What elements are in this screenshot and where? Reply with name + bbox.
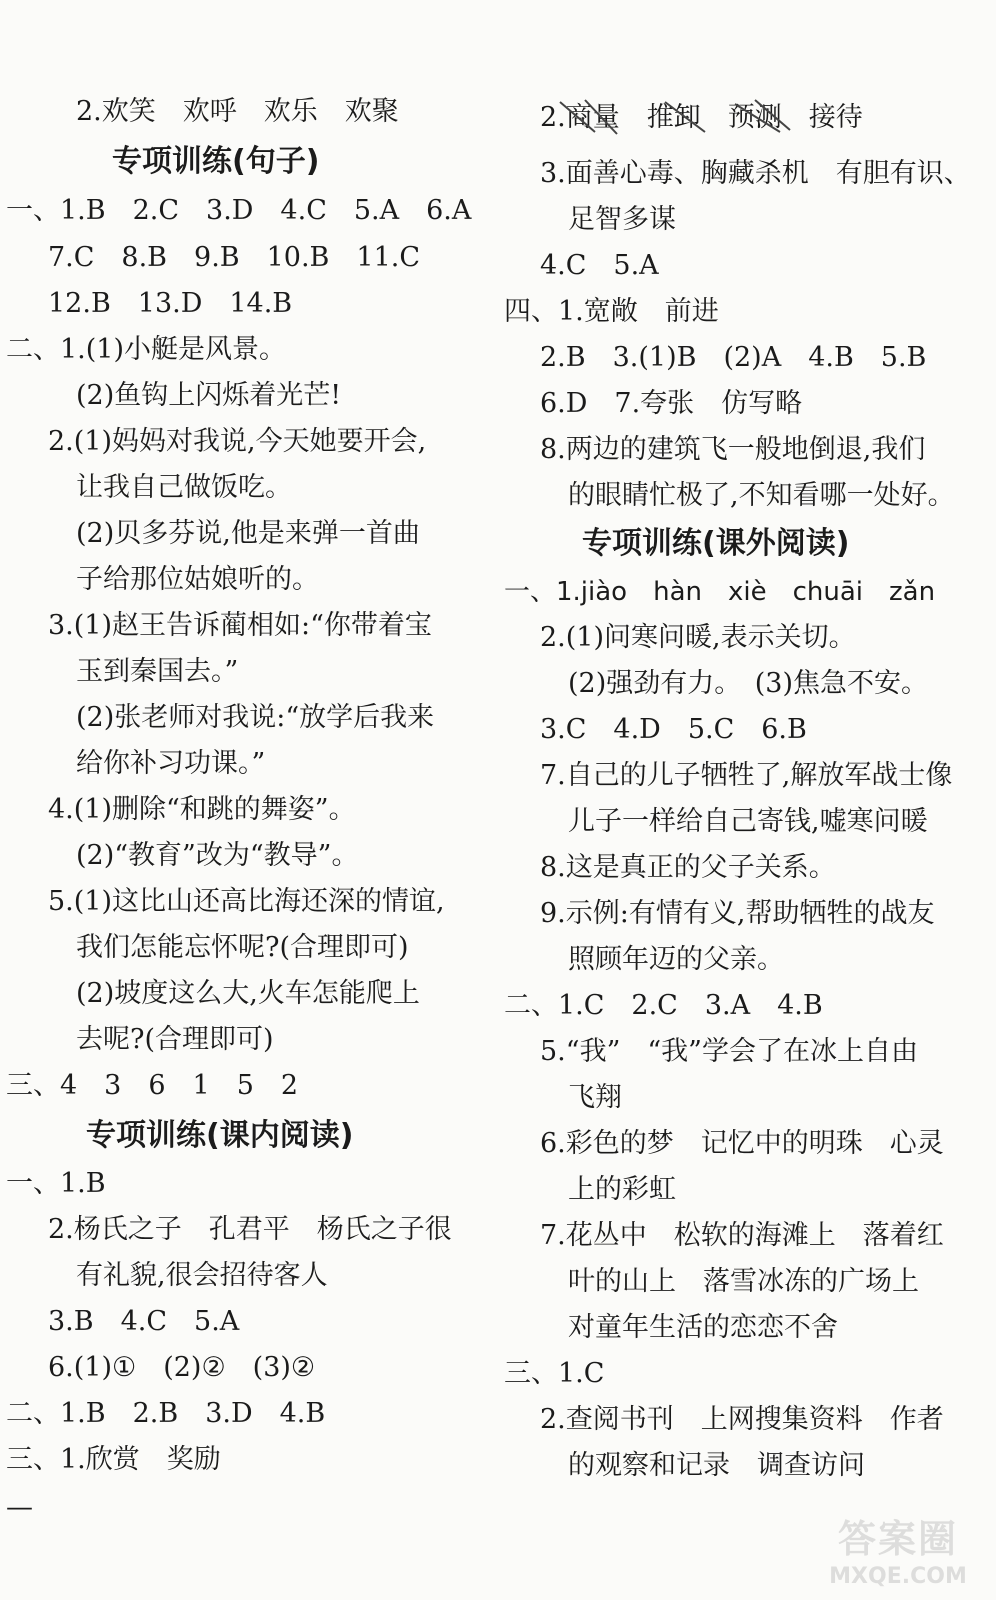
answer-line: 的眼睛忙极了,不知看哪一处好。 xyxy=(568,480,955,511)
answer-line: 二、1.B 2.B 3.D 4.B xyxy=(6,1398,326,1429)
answer-line: 7.C 8.B 9.B 10.B 11.C xyxy=(48,242,421,273)
answer-line: 儿子一样给自己寄钱,嘘寒问暖 xyxy=(568,806,928,837)
answer-line: 12.B 13.D 14.B xyxy=(48,288,293,319)
answer-line: 8.这是真正的父子关系。 xyxy=(540,852,836,883)
answer-line: 的观察和记录 调查访问 xyxy=(568,1450,865,1481)
answer-line: 2.查阅书刊 上网搜集资料 作者 xyxy=(540,1404,944,1435)
answer-line: 三、1.欣赏 奖励 xyxy=(6,1444,221,1475)
answer-line: 去呢?(合理即可) xyxy=(76,1024,274,1055)
answer-line: 叶的山上 落雪冰冻的广场上 xyxy=(568,1266,919,1297)
answer-line: 对童年生活的恋恋不舍 xyxy=(568,1312,838,1343)
answer-line: 2.杨氏之子 孔君平 杨氏之子很 xyxy=(48,1214,452,1245)
watermark-badge: 答案圈 xyxy=(837,1517,958,1561)
answer-line: 4.(1)删除“和跳的舞姿”。 xyxy=(48,794,356,825)
answer-line: (2)强劲有力。 (3)焦急不安。 xyxy=(568,668,928,699)
answer-line: 四、1.宽敞 前进 xyxy=(504,296,719,327)
answer-line: 4.C 5.A xyxy=(540,250,659,281)
answer-line: 二、1.(1)小艇是风景。 xyxy=(6,334,287,365)
answer-line: 2.(1)妈妈对我说,今天她要开会, xyxy=(48,426,427,457)
answer-line: 9.示例:有情有义,帮助牺牲的战友 xyxy=(540,898,935,929)
answer-line: (2)坡度这么大,火车怎能爬上 xyxy=(76,978,420,1009)
answer-line: (2)贝多芬说,他是来弹一首曲 xyxy=(76,518,420,549)
answer-line: 子给那位姑娘听的。 xyxy=(76,564,319,595)
section-heading-extracurricular-reading: 专项训练(课外阅读) xyxy=(582,526,850,561)
answer-line: 飞翔 xyxy=(568,1082,622,1113)
answer-line: 8.两边的建筑飞一般地倒退,我们 xyxy=(540,434,926,465)
answer-line: 我们怎能忘怀呢?(合理即可) xyxy=(76,932,409,963)
answer-line: 让我自己做饭吃。 xyxy=(76,472,292,503)
answer-line: 3.B 4.C 5.A xyxy=(48,1306,240,1337)
answer-line-pinyin: 一、1.jiào hàn xiè chuāi zǎn xyxy=(504,577,936,607)
section-heading-sentences: 专项训练(句子) xyxy=(112,144,320,179)
answer-line: 7.自己的儿子牺牲了,解放军战士像 xyxy=(540,760,953,791)
answer-line: 6.彩色的梦 记忆中的明珠 心灵 xyxy=(540,1128,944,1159)
pen-scribble-marks xyxy=(555,92,825,142)
answer-line: 3.面善心毒、胸藏杀机 有胆有识、 xyxy=(540,158,971,189)
watermark-logo xyxy=(818,1514,978,1594)
watermark-site: MXQE.COM xyxy=(829,1564,967,1589)
answer-line: 3.(1)赵王告诉蔺相如:“你带着宝 xyxy=(48,610,432,641)
answer-line: (2)张老师对我说:“放学后我来 xyxy=(76,702,435,733)
answer-line: 5.“我” “我”学会了在冰上自由 xyxy=(540,1036,918,1067)
answer-line: 2.(1)问寒问暖,表示关切。 xyxy=(540,622,856,653)
answer-line: — xyxy=(6,1492,33,1523)
answer-line: 6.D 7.夸张 仿写略 xyxy=(540,388,803,419)
answer-line: 三、1.C xyxy=(504,1358,605,1389)
section-heading-in-class-reading: 专项训练(课内阅读) xyxy=(86,1118,354,1153)
answer-line: 2.欢笑 欢呼 欢乐 欢聚 xyxy=(76,96,399,127)
answer-line: (2)“教育”改为“教导”。 xyxy=(76,840,359,871)
answer-line: 一、1.B xyxy=(6,1168,106,1199)
answer-line: 5.(1)这比山还高比海还深的情谊, xyxy=(48,886,445,917)
answer-line: 二、1.C 2.C 3.A 4.B xyxy=(504,990,823,1021)
answer-line: 2.B 3.(1)B (2)A 4.B 5.B xyxy=(540,342,927,373)
answer-line: 玉到秦国去。” xyxy=(76,656,239,687)
answer-line: 2.商量 推卸 预测 接待 xyxy=(540,102,863,133)
answer-line: 一、1.B 2.C 3.D 4.C 5.A 6.A xyxy=(6,195,472,226)
answer-line: (2)鱼钩上闪烁着光芒! xyxy=(76,380,342,411)
answer-line: 3.C 4.D 5.C 6.B xyxy=(540,714,807,745)
answer-line: 6.(1)① (2)② (3)② xyxy=(48,1352,316,1383)
answer-line: 有礼貌,很会招待客人 xyxy=(76,1260,328,1291)
answer-line: 上的彩虹 xyxy=(568,1174,676,1205)
answer-line: 三、4 3 6 1 5 2 xyxy=(6,1070,299,1101)
answer-line: 足智多谋 xyxy=(568,204,676,235)
answer-line: 7.花丛中 松软的海滩上 落着红 xyxy=(540,1220,944,1251)
answer-line: 照顾年迈的父亲。 xyxy=(568,944,784,975)
answer-line: 给你补习功课。” xyxy=(76,748,266,779)
